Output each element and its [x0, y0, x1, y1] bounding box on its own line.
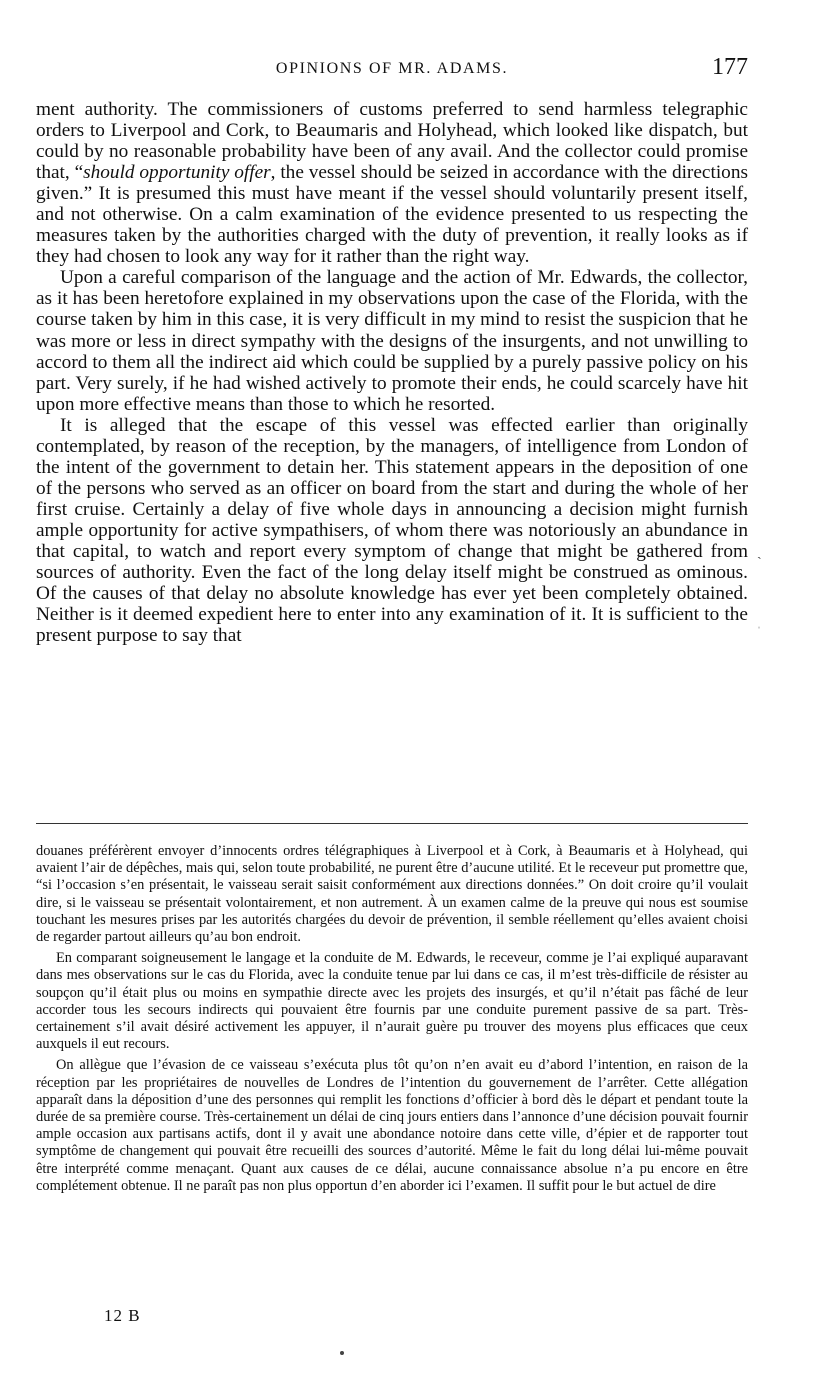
margin-tick-mark: ˎ	[757, 545, 762, 560]
printer-signature-mark: 12 B	[104, 1306, 141, 1325]
translation-paragraph-1: douanes préférèrent envoyer d’innocents ordres télégraphiques à Liverpool et à Cork, à Beaumaris et à Holyhead, qui avaient l’air de dépêches, mais qui, selon toute probabilité, ne purent être d’aucune utilité. Et le receveur put promettre que, “si l’occasion s’en présentait, le vaisseau serait saisit conformément aux directions données.” On doit croire qu’il voulait dire, si le vaisseau se présentait volontairement, et non autrement. À un examen calme de la preuve qui nous est soumise touchant les mesures prises par les autorités chargées du devoir de prévention, il semble réellement qu’elles avaient choisi de regarder partout ailleurs qu’au bon endroit.	[36, 843, 748, 946]
main-paragraph-1-end: , the vessel should be seized in accordance with the directions given.” It is presumed this must have meant if the vessel should voluntarily present itself, and not otherwise. On a calm examination of the evidence presented to us respecting the measures taken by the authorities charged with the duty of prevention, it really looks as if they had chosen to look any way for it rather than the right way.	[36, 162, 748, 268]
main-paragraph-2: Upon a careful comparison of the language and the action of Mr. Edwards, the collector, as it has been heretofore explained in my observations upon the case of the Florida, with the course taken by him in this case, it is very difficult in my mind to resist the suspicion that he was more or less in direct sympathy with the designs of the insurgents, and not unwilling to accord to them all the indirect aid which could be supplied by a purely passive policy on his part. Very surely, if he had wished actively to promote their ends, he could scarcely have hit upon more effective means than those to which he resorted.	[36, 267, 748, 415]
translation-paragraph-3: On allègue que l’évasion de ce vaisseau s’exécuta plus tôt qu’on n’en avait eu d’abord l’intention, en raison de la réception par les propriétaires de nouvelles de Londres de l’intention du gouvernement de l’arrêter. Cette allégation apparaît dans la déposition d’une des personnes qui remplit les fonctions d’officier à bord dès le départ et pendant toute la durée de sa première course. Très-certainement un délai de cinq jours entiers dans l’annonce d’une décision pouvait fournir ample occasion aux partisans actifs, dont il y avait une abondance notoire dans cette ville, d’épier et de rapporter tout symptôme de changement qui pouvait être recueilli des sources d’autorité. Même le fait du long délai lui-même pouvait être interprété comme menaçant. Quant aux causes de ce délai, aucune connaissance absolue n’a pu encore en être complétement obtenue. Il ne paraît pas non plus opportun d’en aborder ici l’examen. Il suffit pour le but actuel de dire	[36, 1057, 748, 1194]
running-title: OPINIONS OF MR. ADAMS.	[275, 60, 509, 77]
running-head	[36, 54, 748, 84]
margin-tick-mark: ˈ	[757, 624, 761, 638]
main-paragraph-1	[36, 99, 748, 267]
main-text	[36, 99, 748, 646]
main-paragraph-1-emphasis: should opportunity offer	[83, 162, 271, 184]
section-divider	[36, 823, 748, 824]
main-paragraph-3: It is alleged that the escape of this vessel was effected earlier than originally contemplated, by reason of the reception, by the managers, of intelligence from London of the intent of the government to detain her. This statement appears in the deposition of one of the persons who served as an officer on board from the start and during the whole of her first cruise. Certainly a delay of five whole days in announcing a decision might furnish ample opportunity for active sympathisers, of whom there was notoriously an abundance in that capital, to watch and report every symptom of change that might be gathered from sources of authority. Even the fact of the long delay itself might be construed as ominous. Of the causes of that delay no absolute knowledge has ever yet been completely obtained. Neither is it deemed expedient here to enter into any examination of it. It is sufficient to the present purpose to say that	[36, 414, 748, 647]
book-page	[36, 0, 748, 1380]
french-translation	[36, 843, 748, 1195]
main-paragraph-1-start: ment authority. The commissioners of customs preferred to send harmless telegraphic orders to Liverpool and Cork, to Beaumaris and Holyhead, which looked like dispatch, but could by no reasonable probability have been of any avail. And the collector could promise that, “	[36, 99, 748, 184]
page-number: 177	[712, 54, 748, 80]
stray-ink-dot	[340, 1351, 344, 1355]
translation-paragraph-2: En comparant soigneusement le langage et la conduite de M. Edwards, le receveur, comme je l’ai expliqué auparavant dans mes observations sur le cas du Florida, avec la conduite tenue par lui dans ce cas, il m’est très-difficile de résister au soupçon qu’il était plus ou moins en sympathie directe avec les projets des insurgés, et qu’il n’était pas fâché de leur accorder tous les secours indirects qui pouvaient être fournis par une conduite purement passive de sa part. Très-certainement s’il avait désiré activement les appuyer, il n’aurait guère pu trouver des moyens plus efficaces que ceux auxquels il eut recours.	[36, 950, 748, 1053]
